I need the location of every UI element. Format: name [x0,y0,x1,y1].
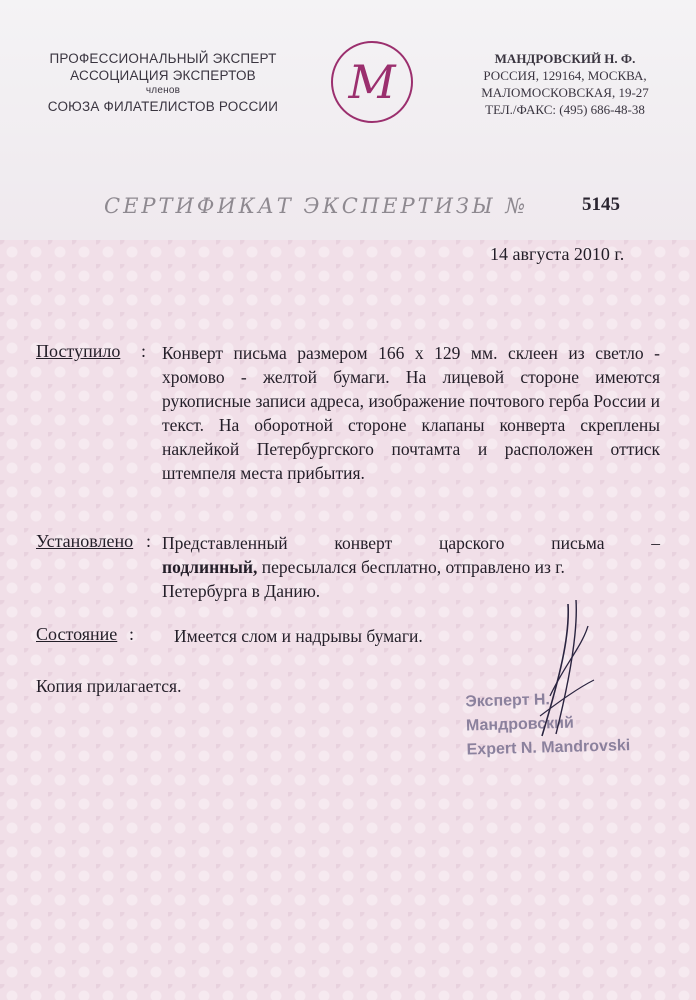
certificate-title: СЕРТИФИКАТ ЭКСПЕРТИЗЫ № [104,194,529,218]
established-text [162,531,660,603]
address-line-2: МАЛОМОСКОВСКАЯ, 19-27 [481,85,649,100]
received-colon: : [141,341,147,361]
header-left-line-4: СОЮЗА ФИЛАТЕЛИСТОВ РОССИИ [47,99,279,114]
header-left-line-1: ПРОФЕССИОНАЛЬНЫЙ ЭКСПЕРТ [49,51,277,66]
condition-text: Имеется слом и надрывы бумаги. [174,626,423,646]
established-verdict: подлинный, [162,557,258,577]
condition-label: Состояние [36,624,118,644]
received-text: Конверт письма размером 166 х 129 мм. склеен из светло - хромово - желтой бумаги. На лицевой стороне имеются рукописные записи адреса, изображение почтового герба России и текст. На оборотной стороне клапаны конверта скреплены наклейкой Петербургского почтамта и расположен оттиск штемпеля места прибытия. [162,343,660,483]
stamp-line-ru: Эксперт Н. Мандровский [465,691,575,735]
phone-fax: ТЕЛ./ФАКС: (495) 686-48-38 [485,102,645,117]
header-left-line-3: членов [145,85,181,96]
address-line-1: РОССИЯ, 129164, МОСКВА, [483,68,647,83]
monogram-logo-icon [330,40,414,124]
stamp-line-en: Expert N. Mandrovski [466,737,631,759]
copy-note: Копия прилагается. [36,676,182,696]
header-organization [28,50,298,115]
certificate-date: 14 августа 2010 г. [490,244,625,264]
condition-colon: : [129,624,135,644]
header-contact [450,50,680,118]
received-label: Поступило [36,341,121,361]
signature-icon [520,596,610,746]
header-left-line-2: АССОЦИАЦИЯ ЭКСПЕРТОВ [70,68,256,83]
established-colon: : [146,531,152,551]
established-detail: пересылался бесплатно, отправлено из г. [261,557,565,577]
logo-letter: M [348,55,396,109]
established-line-3: Петербурга в Данию. [162,581,321,601]
established-label: Установлено [36,531,134,551]
certificate-number: 5145 [582,194,620,215]
established-line-1: Представленный конверт царского письма – [162,533,660,553]
expert-name: МАНДРОВСКИЙ Н. Ф. [494,51,636,66]
established-line-2 [162,555,660,579]
